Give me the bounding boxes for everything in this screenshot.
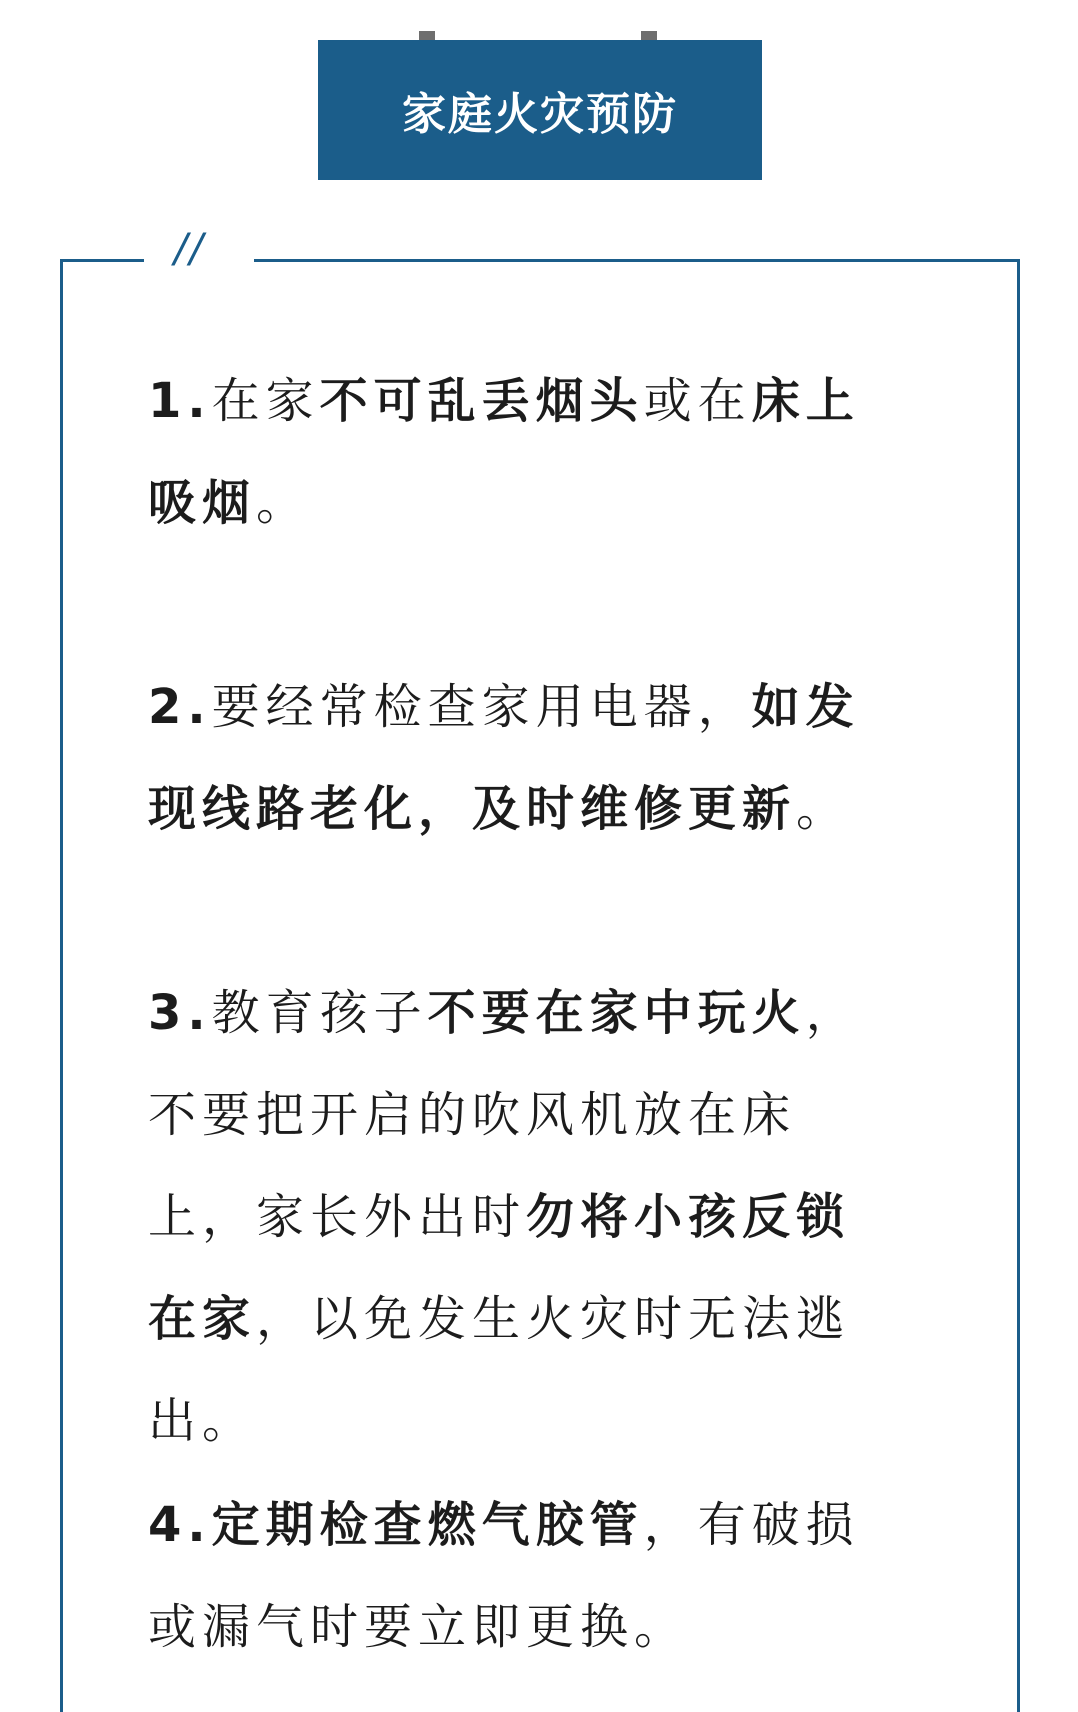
tip-item-3 xyxy=(148,962,888,1472)
tip-3-segment-5: 勿将小孩反锁在家 xyxy=(148,1189,851,1347)
tip-3-segment-3: 不要在家中玩火 xyxy=(427,985,806,1041)
title-banner xyxy=(318,40,762,180)
tip-4-segment-3: ，有破损或漏气时要立即更换。 xyxy=(148,1497,860,1655)
page-title: 家庭火灾预防 xyxy=(402,89,678,140)
tip-1-segment-4: 或在 xyxy=(643,373,752,429)
frame-top-left-border xyxy=(60,259,144,262)
tip-3-segment-4: ，不要把开启的吹风机放在床上，家长外出时 xyxy=(148,985,860,1245)
tip-4-segment-1: 4. xyxy=(148,1497,212,1553)
tip-item-2 xyxy=(148,656,888,860)
tip-3-segment-2: 教育孩子 xyxy=(211,985,428,1041)
tip-1-segment-2: 在家 xyxy=(211,373,320,429)
frame-slash-mark: // xyxy=(174,226,205,272)
frame-top-right-border xyxy=(254,259,1020,262)
tip-1-segment-5: 床上吸烟 xyxy=(148,373,860,531)
frame-right-border xyxy=(1017,259,1020,1712)
tip-1-segment-6: 。 xyxy=(256,475,311,531)
tip-1-segment-1: 1. xyxy=(148,373,212,429)
tip-2-segment-3: 如发现线路老化，及时维修更新 xyxy=(148,679,860,837)
tip-3-segment-6: ，以免发生火灾时无法逃出。 xyxy=(148,1291,851,1449)
tip-item-1 xyxy=(148,350,888,554)
tip-1-segment-3: 不可乱丢烟头 xyxy=(319,373,644,429)
tip-2-segment-4: 。 xyxy=(796,781,851,837)
tip-2-segment-1: 2. xyxy=(148,679,212,735)
tip-3-segment-1: 3. xyxy=(148,985,212,1041)
tip-4-segment-2: 定期检查燃气胶管 xyxy=(211,1497,644,1553)
frame-left-border xyxy=(60,259,63,1712)
tip-item-4 xyxy=(148,1474,888,1678)
tip-2-segment-2: 要经常检查家用电器， xyxy=(211,679,752,735)
